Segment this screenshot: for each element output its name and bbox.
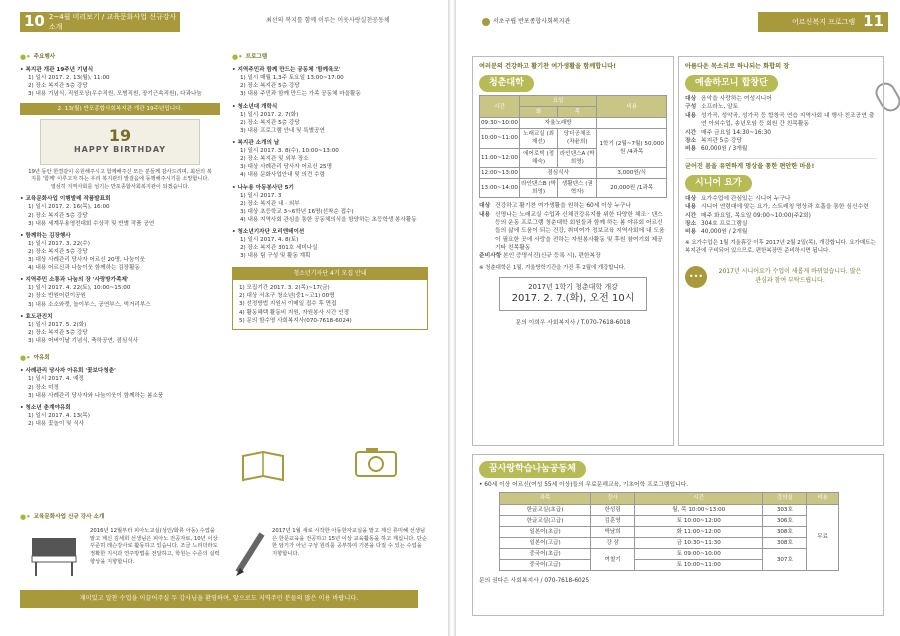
study-group-title: 꿈사랑학습나눔공동체 [479, 461, 586, 478]
bullet-icon: ●• [20, 53, 31, 61]
item-line: 3) 내용 기념식, 직원포상(우수직원, 모범직원, 장기근속직원), 다과나눔 [28, 91, 202, 98]
item-line: 3) 내용 프로그램 안내 및 특별공연 [240, 127, 325, 134]
programs-list [232, 66, 428, 260]
recruit-line: 1) 모집기간 2017. 3. 2(목)~17(금) [239, 285, 330, 292]
table-row: 중국어(초급) 여철기 토 09:00~10:00 307호 [500, 548, 839, 559]
table-row: 13:00~14:00 라인댄스B (박희영) 생활댄스 (권혁자) 20,000원 /1과목 [480, 178, 667, 197]
item-line: 3) 대상 사례관리 당사자 어르신 20명, 나눔이웃 [28, 257, 146, 264]
recruit-line: 5) 문의 함수영 사회복지사(070-7618-6024) [239, 317, 352, 324]
item-title: • 지역주민 소통과 나눔의 장 '사랑방가족제' [20, 277, 129, 284]
col-thu: 목 [558, 107, 597, 118]
pencil-icon [230, 528, 270, 578]
table-row: 10:00~11:00 노래교실 (최재선) 당더공체조 (차윤희) 1학기 (2월~7월) 50,000원 /4과목 [480, 129, 667, 148]
chorus-intro: 아름다운 목소리로 하나되는 화합의 장 [685, 63, 790, 70]
item-line: 1) 일시 2017. 2. 16(목), 16:00 [28, 204, 110, 211]
right-page [456, 0, 900, 636]
item-title: • 지역주민과 함께 만드는 공동체 '함께육모' [232, 67, 341, 74]
item-line: 1) 일시 2017. 3. 22(수) [28, 240, 90, 247]
item-line: 1) 일시 2017. 2. 7(화) [240, 111, 299, 118]
study-group-intro: • 60세 이상 어르신(여성 55세 이상)들의 무료문해교육, 기초어학 프로그램입니다. [479, 482, 689, 489]
chorus-title: 예솔하모니 합창단 [685, 75, 778, 92]
youth-college-schedule [479, 95, 667, 198]
organization-logo: 서초구립 반포종합사회복지관 [482, 18, 570, 27]
item-line: 3) 내용 사례관리 당사자와 나눔이웃이 함께하는 봄소풍 [28, 392, 164, 399]
main-events-list-2 [20, 195, 220, 345]
item-line: 3) 내용 팀 구성 및 활동 계획 [240, 253, 311, 260]
info-row: 시간 매주 화요일, 목요일 09:00~10:00(주2회) [685, 212, 811, 219]
page-gutter [448, 0, 456, 636]
item-line: 2) 장소 복지관 5층 강당 [28, 248, 88, 255]
item-line: 2) 내용 꽃놀이 및 식사 [28, 420, 85, 427]
piano-icon [26, 528, 86, 578]
book-icon [238, 446, 288, 486]
item-line: 2) 장소 복지관 5층 강당 [28, 329, 88, 336]
programs-column [232, 52, 428, 330]
study-group-box [472, 454, 884, 616]
reporter-recruit-box [232, 267, 428, 330]
camera-icon [348, 444, 408, 480]
left-page [0, 0, 448, 636]
item-title: • 사례관리 당사자 아유회 '꽃보다청춘' [20, 368, 116, 375]
info-row: 시간 매주 금요일 14:30~16:30 [685, 129, 771, 136]
item-line: 2) 장소 복지관 5층 강당 [28, 83, 88, 90]
youth-college-box [472, 56, 674, 446]
col-tue: 화 [519, 107, 557, 118]
instructors-section [20, 512, 430, 582]
birthday-cake-image: 19 HAPPY BIRTHDAY [40, 119, 200, 165]
item-line: 3) 내용 주민과 함께 만드는 가족 공동체 마을활동 [240, 91, 361, 98]
table-row: 일본어(초급) 박남희 화 11:00~12:00 308호 [500, 526, 839, 537]
page-number-right: 11 [863, 12, 884, 31]
col-day: 요일 [519, 96, 597, 107]
picnic-heading: ●• 아유회 [20, 354, 50, 363]
item-line: 1) 일시 매월 1,3주 토요일 13:00~17:00 [240, 75, 344, 82]
info-row: 장소 304호 프로그램실 [685, 220, 748, 227]
yoga-note: ※ 요가수업은 1월 겨울휴강 이후 2017년 2월 2일(목), 개강합니다. 요가매트는 복지관에 구비되어 있으므로, 편한복장만 준비하시면 됩니다. [685, 239, 876, 254]
chorus-yoga-box [678, 56, 884, 446]
item-line: 3) 대상 사례관리 당사자 어르신 25명 [240, 164, 332, 171]
item-line: 1) 일시 2017. 4. 예정 [28, 376, 84, 383]
info-row: 대상 건강하고 활기찬 여가생활을 원하는 60세 이상 누구나 [479, 203, 632, 210]
item-line: 3) 내용 세계무용영전대회 수상작 및 반별 작품 공연 [28, 220, 155, 227]
youth-college-title: 청춘대학 [479, 75, 534, 92]
piano-instructor-text: 2016년 12월부터 피아노교실(성인/화류 아동) 수업을 맡고 계신 김세희 선생님은 피아노 전공자로, 10년 이상 꾸준히 레슨강사로 활동하고 있습니다. 조금 느리더라도 정확한 지식과 연주방법을 전달하고, 학원는 수준의 실력 향상을 지향합니다. [90, 528, 220, 565]
programs-heading: ●• 프로그램 [232, 53, 268, 61]
tagline: 최선의 복지를 함께 이루는 이웃사랑실천공동체 [266, 17, 390, 24]
info-row: 준비사항 본인 증명서진(신규 등록 시), 편한복장 [479, 253, 601, 260]
item-title: • 청소년기자단 오리엔테이션 [232, 229, 305, 236]
table-row: 11:00~12:00 에어로빅 (정해숙) 라인댄스A (박희영) [480, 148, 667, 167]
page-number: 10 [24, 12, 45, 31]
item-title: • 나누용 아동봉사단 5기 [232, 184, 294, 191]
youth-college-note: ※ 청춘대학은 1월, 겨울방학기간을 가진 후 2월에 개강합니다. [479, 264, 626, 271]
yoga-info [685, 195, 877, 237]
info-row: 내용 성가곡, 성악곡, 성가곡 등 합창곡 연습 지역사회 내 행사 친조공연 출연 아외수업, 송년모임 등 회원 간 친목활동 [685, 112, 875, 128]
opening-date-box: 2017년 1학기 청춘대학 개강 2017. 2. 7.(화), 오전 10시 [499, 277, 647, 312]
right-header-bar [758, 12, 888, 32]
recruit-title: 청소년기자단 4기 모집 안내 [233, 268, 427, 281]
info-row: 대상 음악을 사랑하는 여성시니어 [685, 96, 772, 103]
item-line: 2) 장소 복지관 5층 강당 [240, 119, 300, 126]
item-line: 2) 장소 반원어린이공원 [28, 293, 86, 300]
item-title: • 청소년대 개학식 [232, 103, 278, 110]
main-events-list [20, 66, 220, 98]
item-line: 1) 일시 2017. 3. 8(수), 10:00~13:00 [240, 148, 339, 155]
item-line: 3) 내용 어버이날 기념식, 축하공연, 점심식사 [28, 338, 139, 345]
anniversary-note: 19년 동안 한결같이 응원해주시고 함께해주신 모든 분들께 감사드리며, 최선의 복지를 '함께' 이루고자 하는 우리 복지관의 발걸음에 동행해주시기를 소망합니다. 열심히 지역사회를 섬기는 반포종합사회복지관이 되겠습니다. [28, 168, 212, 190]
item-line: 1) 일시 2017. 4. 22(토), 10:00~15:00 [28, 285, 131, 292]
section-title: 2~4월 미리보기 / 교육문화사업 신규강사 소개 [48, 12, 177, 31]
study-schedule: 과목 강사 시간 강의실 비용 한글교실(초급) 한성림 월, 목 10:00~13:00 303호 무료 한글교실(고급) 김훈영 토 10:00~12:00 306호 일본어(초급) 박남희 화 11:00~12:00 308호 일본어(고급) 강 삼 금 10:30~11:30 308호 중국어(초급) 여철기 토 09:00~10:00 307호 중국어(고급) 토 10:00~11:00 [499, 492, 839, 571]
item-title: • 효도관진치 [20, 313, 53, 320]
yoga-bubble: ••• 2017년 시니어요가 수업이 새롭게 바뀌었습니다. 많은 관심과 참여 부탁드립니다. [685, 266, 877, 288]
item-line: 4) 내용 어르신과 나눔이웃 함께하는 김장활동 [28, 265, 140, 272]
item-title: • 함께하는 김장행사 [20, 232, 71, 239]
table-row: 한글교실(고급) 김훈영 토 10:00~12:00 306호 [500, 515, 839, 526]
info-row: 대상 요가수업에 관심있는 시니어 누구나 [685, 195, 791, 202]
table-row: 일본어(고급) 강 삼 금 10:30~11:30 308호 [500, 537, 839, 548]
table-row: 중국어(고급) 토 10:00~11:00 [500, 560, 839, 571]
recruit-line: 4) 활동혜택 활동비 지원, 자원봉사 시간 인정 [239, 309, 350, 316]
item-line: 1) 일시 2017. 5. 2(화) [28, 321, 87, 328]
picnic-list [20, 367, 220, 428]
left-header-bar [20, 12, 180, 32]
speech-bubble-icon: ••• [685, 266, 707, 288]
item-line: 2) 장소 복지관 301호 세미나실 [240, 245, 318, 252]
info-row: 비용 40,000원 / 2개월 [685, 229, 748, 236]
info-row: 구성 소프라노, 알토 [685, 104, 739, 111]
hanja-instructor-text: 2017년 1월 새로 시작한 아동한자교실을 맡고 계신 류미혜 선생님은 한문교육을 전공하고 15년 이상 교육활동을 하고 계십니다. 단순한 암기가 아닌 구성 원리를 공부하여 기본을 다질 수 있는 수업을 지향합니다. [272, 528, 427, 558]
chorus-info [685, 95, 877, 154]
item-line: 3) 대상 초등학교 3~6학년 16명(선착순 접수) [240, 208, 354, 215]
recruit-line: 2) 대상 서초구 청소년(중1~고1) 00명 [239, 293, 335, 300]
item-line: 1) 일시 2017. 4. 13(목) [28, 412, 90, 419]
info-row: 비용 60,000원 / 3개월 [685, 146, 748, 153]
info-row: 내용 시니어 연령대에 맞는 요가, 스트레칭 명상과 호흡을 통한 심신수련 [685, 204, 869, 211]
item-title: • 교육문화사업 이행발레 작품발표회 [20, 196, 111, 203]
item-line: 2) 장소 복지관 및 외부 장소 [240, 156, 309, 163]
main-events-heading: ●• 주요행사 [20, 53, 56, 61]
youth-college-contact: 문의 이희우 사회복지사 / T.070-7618-6018 [515, 320, 631, 327]
item-line: 1) 일시 2017. 4. 8(토) [240, 237, 299, 244]
table-row: 12:00~13:00 점심식사 3,000원/식 [480, 167, 667, 178]
item-line: 1) 일시 2017. 3 [240, 192, 282, 199]
item-line: 2) 장소 미정 [28, 384, 59, 391]
item-title: • 청소년 춘계야유회 [20, 404, 71, 411]
item-line: 4) 내용 지역사회 관심을 통한 공동체의식을 함양하는 초등학생 봉사활동 [240, 217, 417, 223]
info-row: 장소 복지관 5층 강당 [685, 137, 742, 144]
anniversary-band: 2. 13(월) 반포종합사회복지관 개관 19주년입니다. [20, 103, 220, 115]
item-line: 1) 일시 2017. 2. 13(월), 11:00 [28, 75, 110, 82]
logo-mark-icon [482, 18, 490, 26]
table-row: 한글교실(초급) 한성림 월, 목 10:00~13:00 303호 무료 [500, 504, 839, 515]
item-line: 3) 내용 소소와켓, 놀이부스, 공연부스, 먹거리부스 [28, 301, 151, 308]
item-title: • 복지관 소개의 날 [232, 140, 280, 147]
yoga-intro: 굳어진 몸을 유연하게 명상을 통한 편안한 마음! [685, 162, 815, 170]
instructors-heading: ●• 교육문화사업 신규 강사 소개 [20, 513, 105, 521]
table-row: 09:30~10:00 자율노래방 [480, 118, 667, 129]
col-cost: 비용 [597, 96, 667, 118]
youth-college-info [479, 202, 667, 261]
item-line: 2) 장소 복지관 내 · 외부 [240, 200, 300, 207]
yoga-title: 시니어 요가 [685, 175, 752, 192]
item-line: 2) 장소 복지관 5층 강당 [240, 83, 300, 90]
welcome-notice-bar: 재미있고 알찬 수업을 이끌어주실 두 강사님을 환영하며, 앞으로도 지역주민 분들의 많은 이용 바랍니다. [20, 590, 418, 608]
item-line: 4) 내용 문화사업안내 및 의견 수렴 [240, 172, 325, 179]
col-time: 시간 [480, 96, 520, 118]
item-line: 2) 장소 복지관 5층 강당 [28, 212, 88, 219]
study-contact: 문의 권다은 사회복지사 / 070-7618-6025 [479, 578, 590, 585]
item-title: • 복지관 개관 19주년 기념식 [20, 67, 94, 74]
recruit-line: 3) 선정방법 지원서 이메일 접수 후 면접 [239, 301, 337, 308]
section-title-right: 어르신복지 프로그램 [792, 17, 856, 26]
main-events-column [20, 52, 220, 428]
youth-college-intro: 여러분의 건강하고 활기찬 여가생활을 함께합니다! [479, 63, 616, 70]
info-row: 내용 신명나는 노래교실 수업과 신체건강유지를 위한 다양한 체조 · 댄스 등의 운동 프로그램 청춘대학 회원들과 함께 하는 봄 야유회 어르신들의 삶에 도움이 되는 건강, 취미여가 정보교육 지역사회에 내 도움이 필요한 곳에 사랑을 전하는 자원봉사활동 및 후원 참여기회 제공 기타 친목활동 [479, 211, 665, 252]
